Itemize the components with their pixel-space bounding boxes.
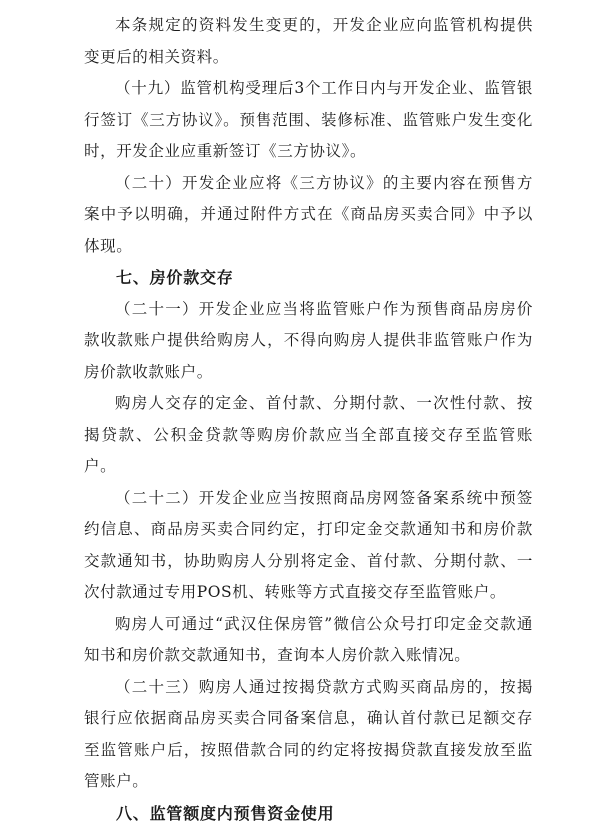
paragraph-wechat-notice: 购房人可通过“武汉住保房管”微信公众号打印定金交款通知书和房价款交款通知书，查询本人房价款入账情况。	[84, 609, 533, 672]
paragraph-buyer-deposit: 购房人交存的定金、首付款、分期付款、一次性付款、按揭贷款、公积金贷款等购房价款应当全部直接交存至监管账户。	[84, 388, 533, 483]
paragraph-materials-change: 本条规定的资料发生变更的，开发企业应向监管机构提供变更后的相关资料。	[84, 10, 533, 73]
paragraph-clause-21: （二十一）开发企业应当将监管账户作为预售商品房房价款收款账户提供给购房人，不得向购房人提供非监管账户作为房价款收款账户。	[84, 294, 533, 389]
paragraph-clause-19: （十九）监管机构受理后3个工作日内与开发企业、监管银行签订《三方协议》。预售范围、装修标准、监管账户发生变化时，开发企业应重新签订《三方协议》。	[84, 73, 533, 168]
section-heading-8: 八、监管额度内预售资金使用	[84, 798, 533, 829]
paragraph-clause-23: （二十三）购房人通过按揭贷款方式购买商品房的，按揭银行应依据商品房买卖合同备案信息，确认首付款已足额交存至监管账户后，按照借款合同的约定将按揭贷款直接发放至监管账户。	[84, 672, 533, 798]
paragraph-clause-22: （二十二）开发企业应当按照商品房网签备案系统中预签约信息、商品房买卖合同约定，打印定金交款通知书和房价款交款通知书，协助购房人分别将定金、首付款、分期付款、一次付款通过专用POS机、转账等方式直接交存至监管账户。	[84, 483, 533, 609]
section-heading-7: 七、房价款交存	[84, 262, 533, 294]
paragraph-clause-20: （二十）开发企业应将《三方协议》的主要内容在预售方案中予以明确，并通过附件方式在《商品房买卖合同》中予以体现。	[84, 168, 533, 263]
